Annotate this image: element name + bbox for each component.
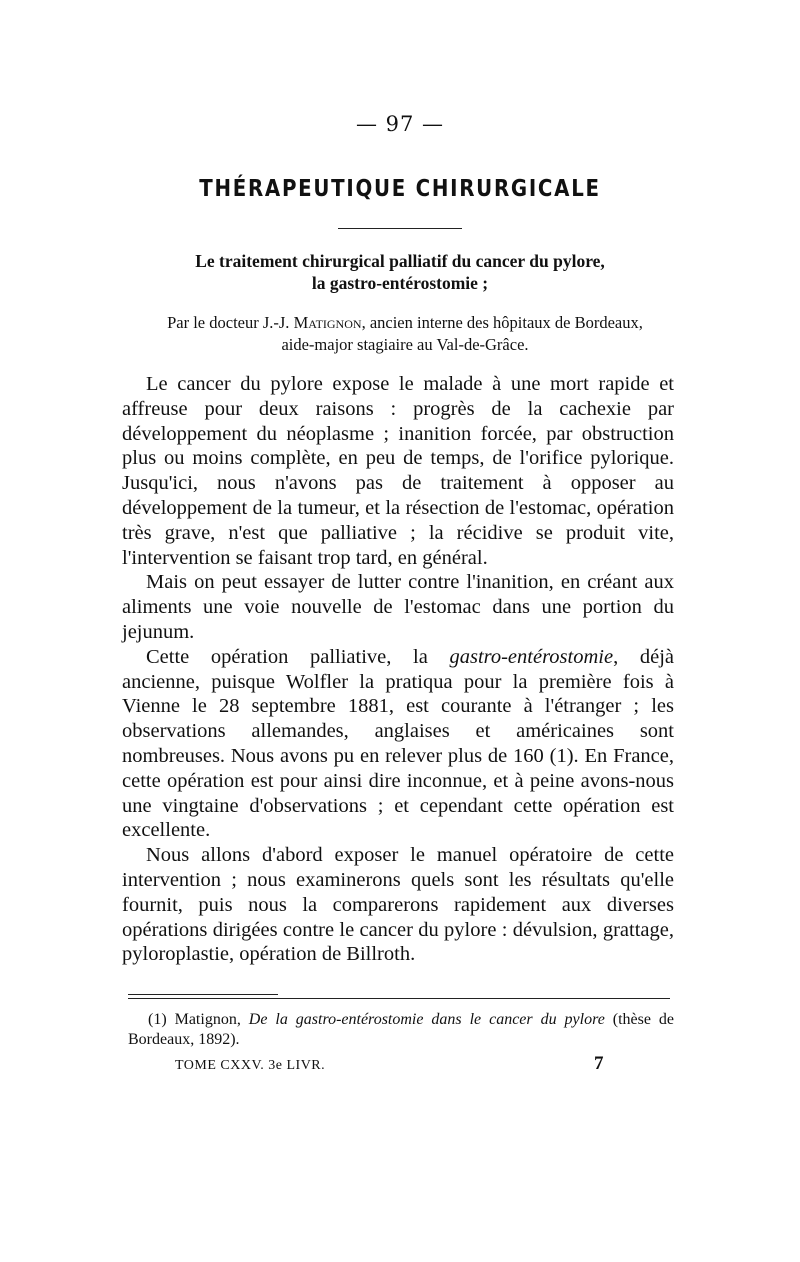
paragraph-3-rest: , déjà ancienne, puisque Wolfler la pratiqua pour la première fois à Vienne le 28 septembre 1881, est courante à l'étranger ; les observations allemandes, anglaises et américaines sont nombreuses. Nous avons pu en relever plus de 160 (1). En France, cette opération est pour ainsi dire inconnue, et à peine avons-nous une vingtaine d'observations ; et cependant cette opération est excellente. (122, 645, 674, 842)
body-text (122, 372, 674, 967)
paragraph-1: Le cancer du pylore expose le malade à une mort rapide et affreuse pour deux raisons : progrès de la cachexie par développement du néoplasme ; inanition forcée, par obstruction plus ou moins complète, en peu de temps, de l'orifice pylorique. Jusqu'ici, nous n'avons pas de traitement à opposer au développement de la tumeur, et la résection de l'estomac, opération très grave, n'est que palliative ; la récidive se produit vite, l'intervention se faisant trop tard, en général. (122, 373, 674, 569)
author-name: Matignon (293, 313, 362, 332)
byline-line-2: aide-major stagiaire au Val-de-Grâce. (281, 335, 529, 354)
paragraph-4: Nous allons d'abord exposer le manuel opératoire de cette intervention ; nous examinerons quels sont les résultats qu'elle fournit, puis nous la comparerons rapidement aux diverses opérations dirigées contre le cancer du pylore : dévulsion, grattage, pyloroplastie, opération de Billroth. (122, 844, 674, 966)
paragraph-3-start: Cette opération palliative, la (146, 645, 450, 668)
footnote-author: (1) Matignon, (148, 1011, 249, 1028)
footnote-1 (128, 1010, 674, 1050)
byline-prefix: Par le docteur J.-J. (167, 313, 294, 332)
page-number: — 97 — (355, 112, 445, 136)
paragraph-3 (122, 645, 674, 843)
footnote (128, 1010, 674, 1050)
byline-suffix: , ancien interne des hôpitaux de Bordeaux, (361, 313, 643, 332)
footnote-rule-short (128, 994, 278, 995)
sheet-number: 7 (594, 1053, 604, 1074)
footnote-title: De la gastro-entérostomie dans le cancer du pylore (248, 1011, 605, 1028)
article-title (120, 250, 680, 294)
tome-signature: TOME CXXV. 3e LIVR. (175, 1058, 326, 1073)
article-title-line-1: Le traitement chirurgical palliatif du cancer du pylore, (195, 251, 605, 271)
section-title: THÉRAPEUTIQUE CHIRURGICALE (199, 176, 601, 202)
footnote-rest: (thèse de Bordeaux, 1892). (128, 1011, 675, 1048)
byline (110, 312, 700, 356)
footnote-rule (128, 998, 670, 999)
title-rule (338, 228, 462, 229)
paragraph-2: Mais on peut essayer de lutter contre l'inanition, en créant aux aliments une voie nouvelle de l'estomac dans une portion du jejunum. (122, 571, 674, 643)
article-title-line-2: la gastro-entérostomie ; (311, 273, 489, 293)
byline-line-1 (110, 312, 700, 334)
paragraph-3-term: gastro-entérostomie (449, 645, 614, 668)
